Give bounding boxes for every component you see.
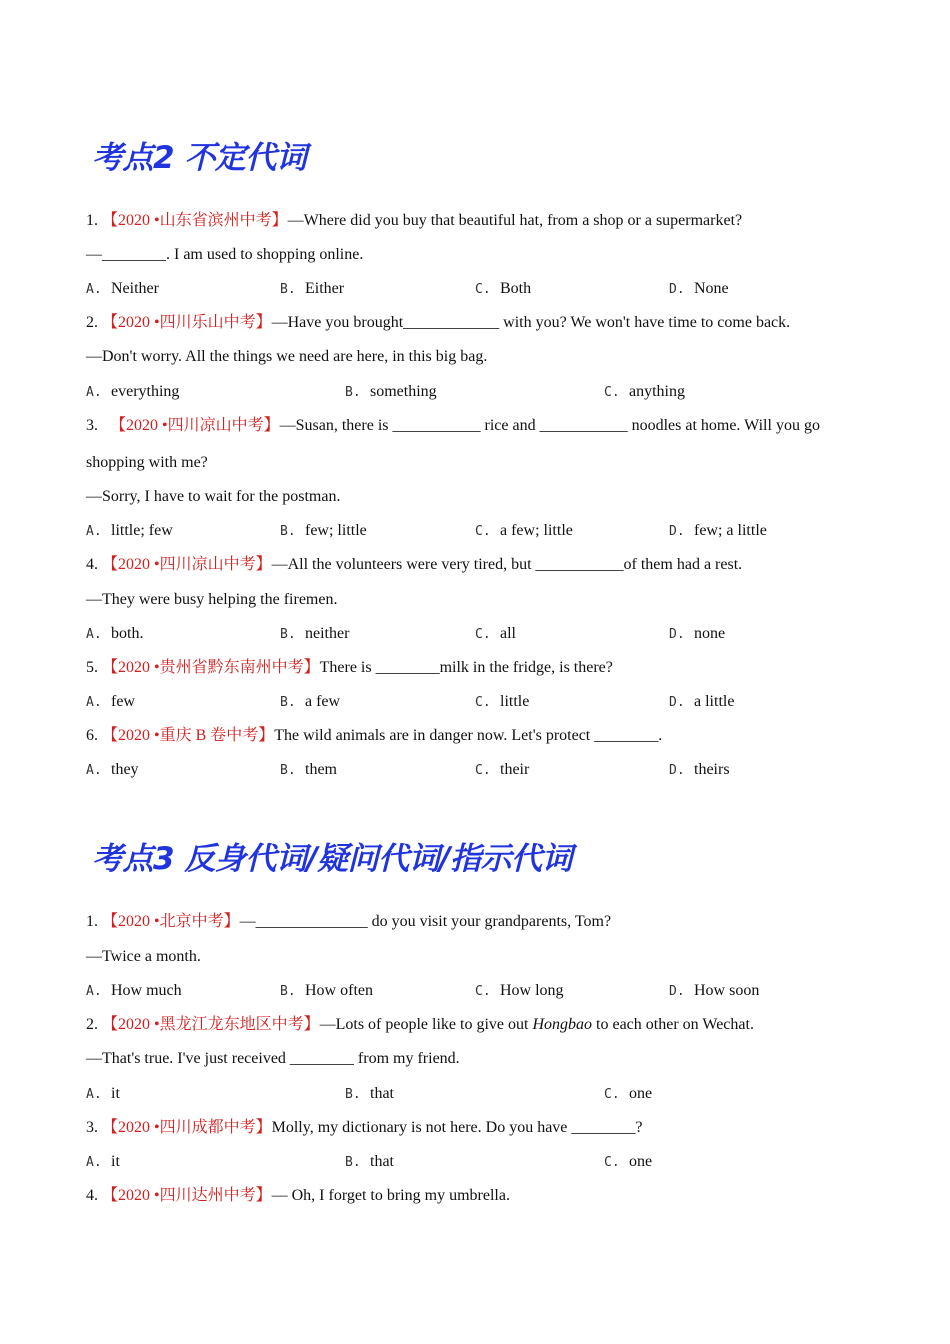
s2-q3-stem: 3. 【2020 •四川凉山中考】—Susan, there is ___________ rice and ___________ noodles at home. Will you go xyxy=(86,417,820,434)
s2-q5-option-a: A. few xyxy=(86,693,135,710)
s3-q2-line2: —That's true. I've just received ________ from my friend. xyxy=(86,1050,460,1067)
s2-q3-option-d: D. few; a little xyxy=(669,522,767,539)
s2-q4-option-c: C. all xyxy=(475,625,516,642)
s3-q4-source: 【2020 •四川达州中考】 xyxy=(102,1187,272,1204)
s2-q2-option-c: C. anything xyxy=(604,383,685,400)
s2-q3-option-a: A. little; few xyxy=(86,522,173,539)
section-2-heading: 考点2 不定代词 xyxy=(92,140,307,176)
s3-q2-option-c: C. one xyxy=(604,1085,653,1102)
s2-q3-line2: shopping with me? xyxy=(86,454,208,471)
s2-q2-stem: 2. 【2020 •四川乐山中考】—Have you brought____________ with you? We won't have time to come back. xyxy=(86,314,791,331)
s2-q6-option-a: A. they xyxy=(86,761,139,778)
s2-q3-option-c: C. a few; little xyxy=(475,522,573,539)
s3-q2-stem: 2. 【2020 •黑龙江龙东地区中考】—Lots of people like to give out Hongbao to each other on Wechat. xyxy=(86,1016,754,1033)
section-3-heading: 考点3 反身代词/疑问代词/指示代词 xyxy=(92,841,573,877)
s2-q3-option-b: B. few; little xyxy=(280,522,367,539)
s2-q2-line2: —Don't worry. All the things we need are here, in this big bag. xyxy=(86,348,488,365)
s2-q1-option-c: C. Both xyxy=(475,280,532,297)
s3-q2-option-b: B. that xyxy=(345,1085,394,1102)
s2-q5-stem: 5. 【2020 •贵州省黔东南州中考】There is ________milk in the fridge, is there? xyxy=(86,659,613,676)
s2-q4-option-d: D. none xyxy=(669,625,726,642)
s2-q4-line2: —They were busy helping the firemen. xyxy=(86,591,338,608)
s2-q1-stem: 1. 【2020 •山东省滨州中考】—Where did you buy that beautiful hat, from a shop or a supermarket? xyxy=(86,212,743,229)
s3-q2-source: 【2020 •黑龙江龙东地区中考】 xyxy=(102,1016,320,1033)
s2-q2-source: 【2020 •四川乐山中考】 xyxy=(102,314,272,331)
s3-q1-stem: 1. 【2020 •北京中考】—______________ do you visit your grandparents, Tom? xyxy=(86,913,612,930)
s2-q1-source: 【2020 •山东省滨州中考】 xyxy=(102,212,288,229)
s3-q3-stem: 3. 【2020 •四川成都中考】Molly, my dictionary is not here. Do you have ________? xyxy=(86,1119,643,1136)
s2-q6-source: 【2020 •重庆 B 卷中考】 xyxy=(102,727,275,744)
s2-q2-option-b: B. something xyxy=(345,383,437,400)
s2-q1-option-b: B. Either xyxy=(280,280,345,297)
s2-q6-option-d: D. theirs xyxy=(669,761,730,778)
s3-q3-option-a: A. it xyxy=(86,1153,120,1170)
s2-q6-stem: 6. 【2020 •重庆 B 卷中考】The wild animals are in danger now. Let's protect ________. xyxy=(86,727,663,744)
s2-q4-option-a: A. both. xyxy=(86,625,144,642)
s2-q1-option-d: D. None xyxy=(669,280,729,297)
s2-q6-option-c: C. their xyxy=(475,761,530,778)
s2-q5-source: 【2020 •贵州省黔东南州中考】 xyxy=(102,659,320,676)
s3-q1-option-b: B. How often xyxy=(280,982,373,999)
s3-q1-option-d: D. How soon xyxy=(669,982,760,999)
s2-q1-line2: —________. I am used to shopping online. xyxy=(86,246,364,263)
s2-q4-stem: 4. 【2020 •四川凉山中考】—All the volunteers were very tired, but ___________of them had a rest. xyxy=(86,556,743,573)
s2-q3-source: 【2020 •四川凉山中考】 xyxy=(110,417,280,434)
s2-q1-option-a: A. Neither xyxy=(86,280,159,297)
s3-q1-source: 【2020 •北京中考】 xyxy=(102,913,240,930)
s3-q3-option-c: C. one xyxy=(604,1153,653,1170)
s2-q6-option-b: B. them xyxy=(280,761,337,778)
s2-q5-option-b: B. a few xyxy=(280,693,341,710)
s2-q3-line3: —Sorry, I have to wait for the postman. xyxy=(86,488,341,505)
s3-q1-option-a: A. How much xyxy=(86,982,182,999)
s3-q4-stem: 4. 【2020 •四川达州中考】— Oh, I forget to bring my umbrella. xyxy=(86,1187,510,1204)
s2-q4-option-b: B. neither xyxy=(280,625,350,642)
s2-q5-option-d: D. a little xyxy=(669,693,735,710)
s3-q3-source: 【2020 •四川成都中考】 xyxy=(102,1119,272,1136)
s3-q2-option-a: A. it xyxy=(86,1085,120,1102)
s2-q5-option-c: C. little xyxy=(475,693,530,710)
s3-q3-option-b: B. that xyxy=(345,1153,394,1170)
s2-q2-option-a: A. everything xyxy=(86,383,180,400)
s3-q1-line2: —Twice a month. xyxy=(86,948,201,965)
s3-q1-option-c: C. How long xyxy=(475,982,564,999)
s2-q4-source: 【2020 •四川凉山中考】 xyxy=(102,556,272,573)
